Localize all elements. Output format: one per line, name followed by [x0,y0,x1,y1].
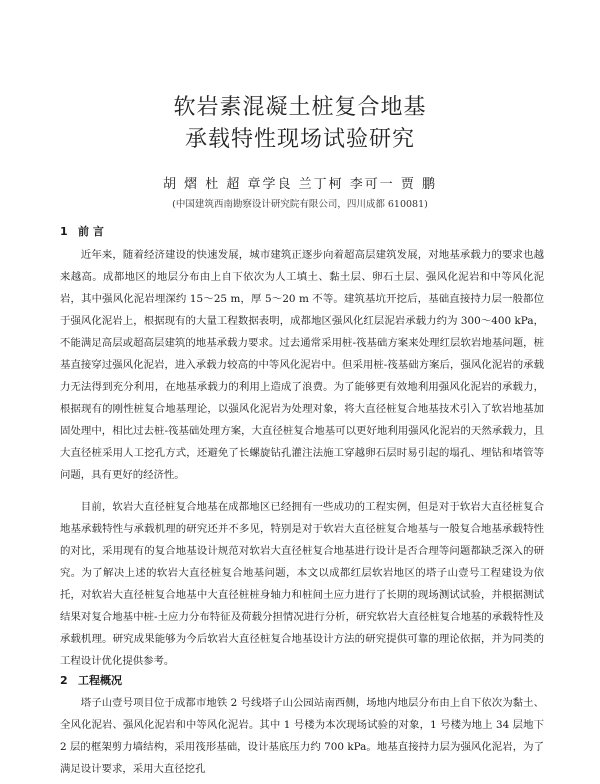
paragraph: 塔子山壹号项目位于成都市地铁 2 号线塔子山公园站南西侧，场地内地层分布由上自下依次为黏土、全风化泥岩、强风化泥岩和中等风化泥岩。其中 1 号楼为本次现场试验的对象，1 号楼为地上 34 层地下 2 层的框架剪力墙结构，采用筏形基础，设计基底压力约 700 kPa。地基直接持力层为强风化泥岩，为了满足设计要求，采用大直径挖孔 [60,697,544,775]
section-heading-project-overview [60,672,122,688]
section-number: 2 [60,674,68,687]
paper-title-line-2: 承载特性现场试验研究 [184,127,415,152]
author-list: 胡 熠 杜 超 章学良 兰丁柯 李可一 贾 鹏 [162,177,438,192]
paragraph: 近年来，随着经济建设的快速发展，城市建筑正逐步向着超高层建筑发展，对地基承载力的要求也越来越高。成都地区的地层分布由上自下依次为人工填土、黏土层、卵石土层、强风化泥岩和中等风化泥岩，其中强风化泥岩埋深约 15～25 m，厚 5～20 m 不等。建筑基坑开挖后，基础直接持力层一般都位于强风化泥岩上，根据现有的大量工程数据表明，成都地区强风化红层泥岩承载力约为 300～400 kPa，不能满足高层或超高层建筑的地基承载力要求。过去通常采用桩-筏基础方案来处理红层软岩地基问题，桩基直接穿过强风化泥岩，进入承载力较高的中等风化泥岩中。但采用桩-筏基础方案后，强风化泥岩的承载力无法得到充分利用，在地基承载力的利用上造成了浪费。为了能够更有效地利用强风化泥岩的承载力，根据现有的刚性桩复合地基理论，以强风化泥岩为处理对象，将大直径桩复合地基技术引入了软岩地基加固处理中，相比过去桩-筏基础处理方案，大直径桩复合地基可以更好地利用强风化泥岩的天然承载力，且大直径桩采用人工挖孔方式，还避免了长螺旋钻孔灌注法施工穿越卵石层时易引起的塌孔、埋钻和堵管等问题，具有更好的经济性。 [60,249,544,481]
section-title: 工程概况 [78,674,122,687]
affiliation: (中国建筑西南勘察设计研究院有限公司，四川成都 610081) [172,199,428,210]
section-title: 前 言 [78,225,104,238]
section-number: 1 [60,225,68,238]
paragraph: 目前，软岩大直径桩复合地基在成都地区已经拥有一些成功的工程实例，但是对于软岩大直径桩复合地基承载特性与承载机理的研究还并不多见，特别是对于软岩大直径桩复合地基与一般复合地基承载特性的对比，采用现有的复合地基设计规范对软岩大直径桩复合地基进行设计是否合理等问题都缺乏深入的研究。为了解决上述的软岩大直径桩复合地基问题，本文以成都红层软岩地区的塔子山壹号工程建设为依托，对软岩大直径桩复合地基中大直径桩桩身轴力和桩间土应力进行了长期的现场测试试验，并根据测试结果对复合地基中桩-土应力分布特征及荷载分担情况进行分析，研究软岩大直径桩复合地基的承载特性及承载机理。研究成果能够为今后软岩大直径桩复合地基设计方法的研究提供可靠的理论依据，并为同类的工程设计优化提供参考。 [60,501,544,667]
paper-title-line-1: 软岩素混凝土桩复合地基 [173,95,427,120]
section-heading-introduction [60,223,104,239]
